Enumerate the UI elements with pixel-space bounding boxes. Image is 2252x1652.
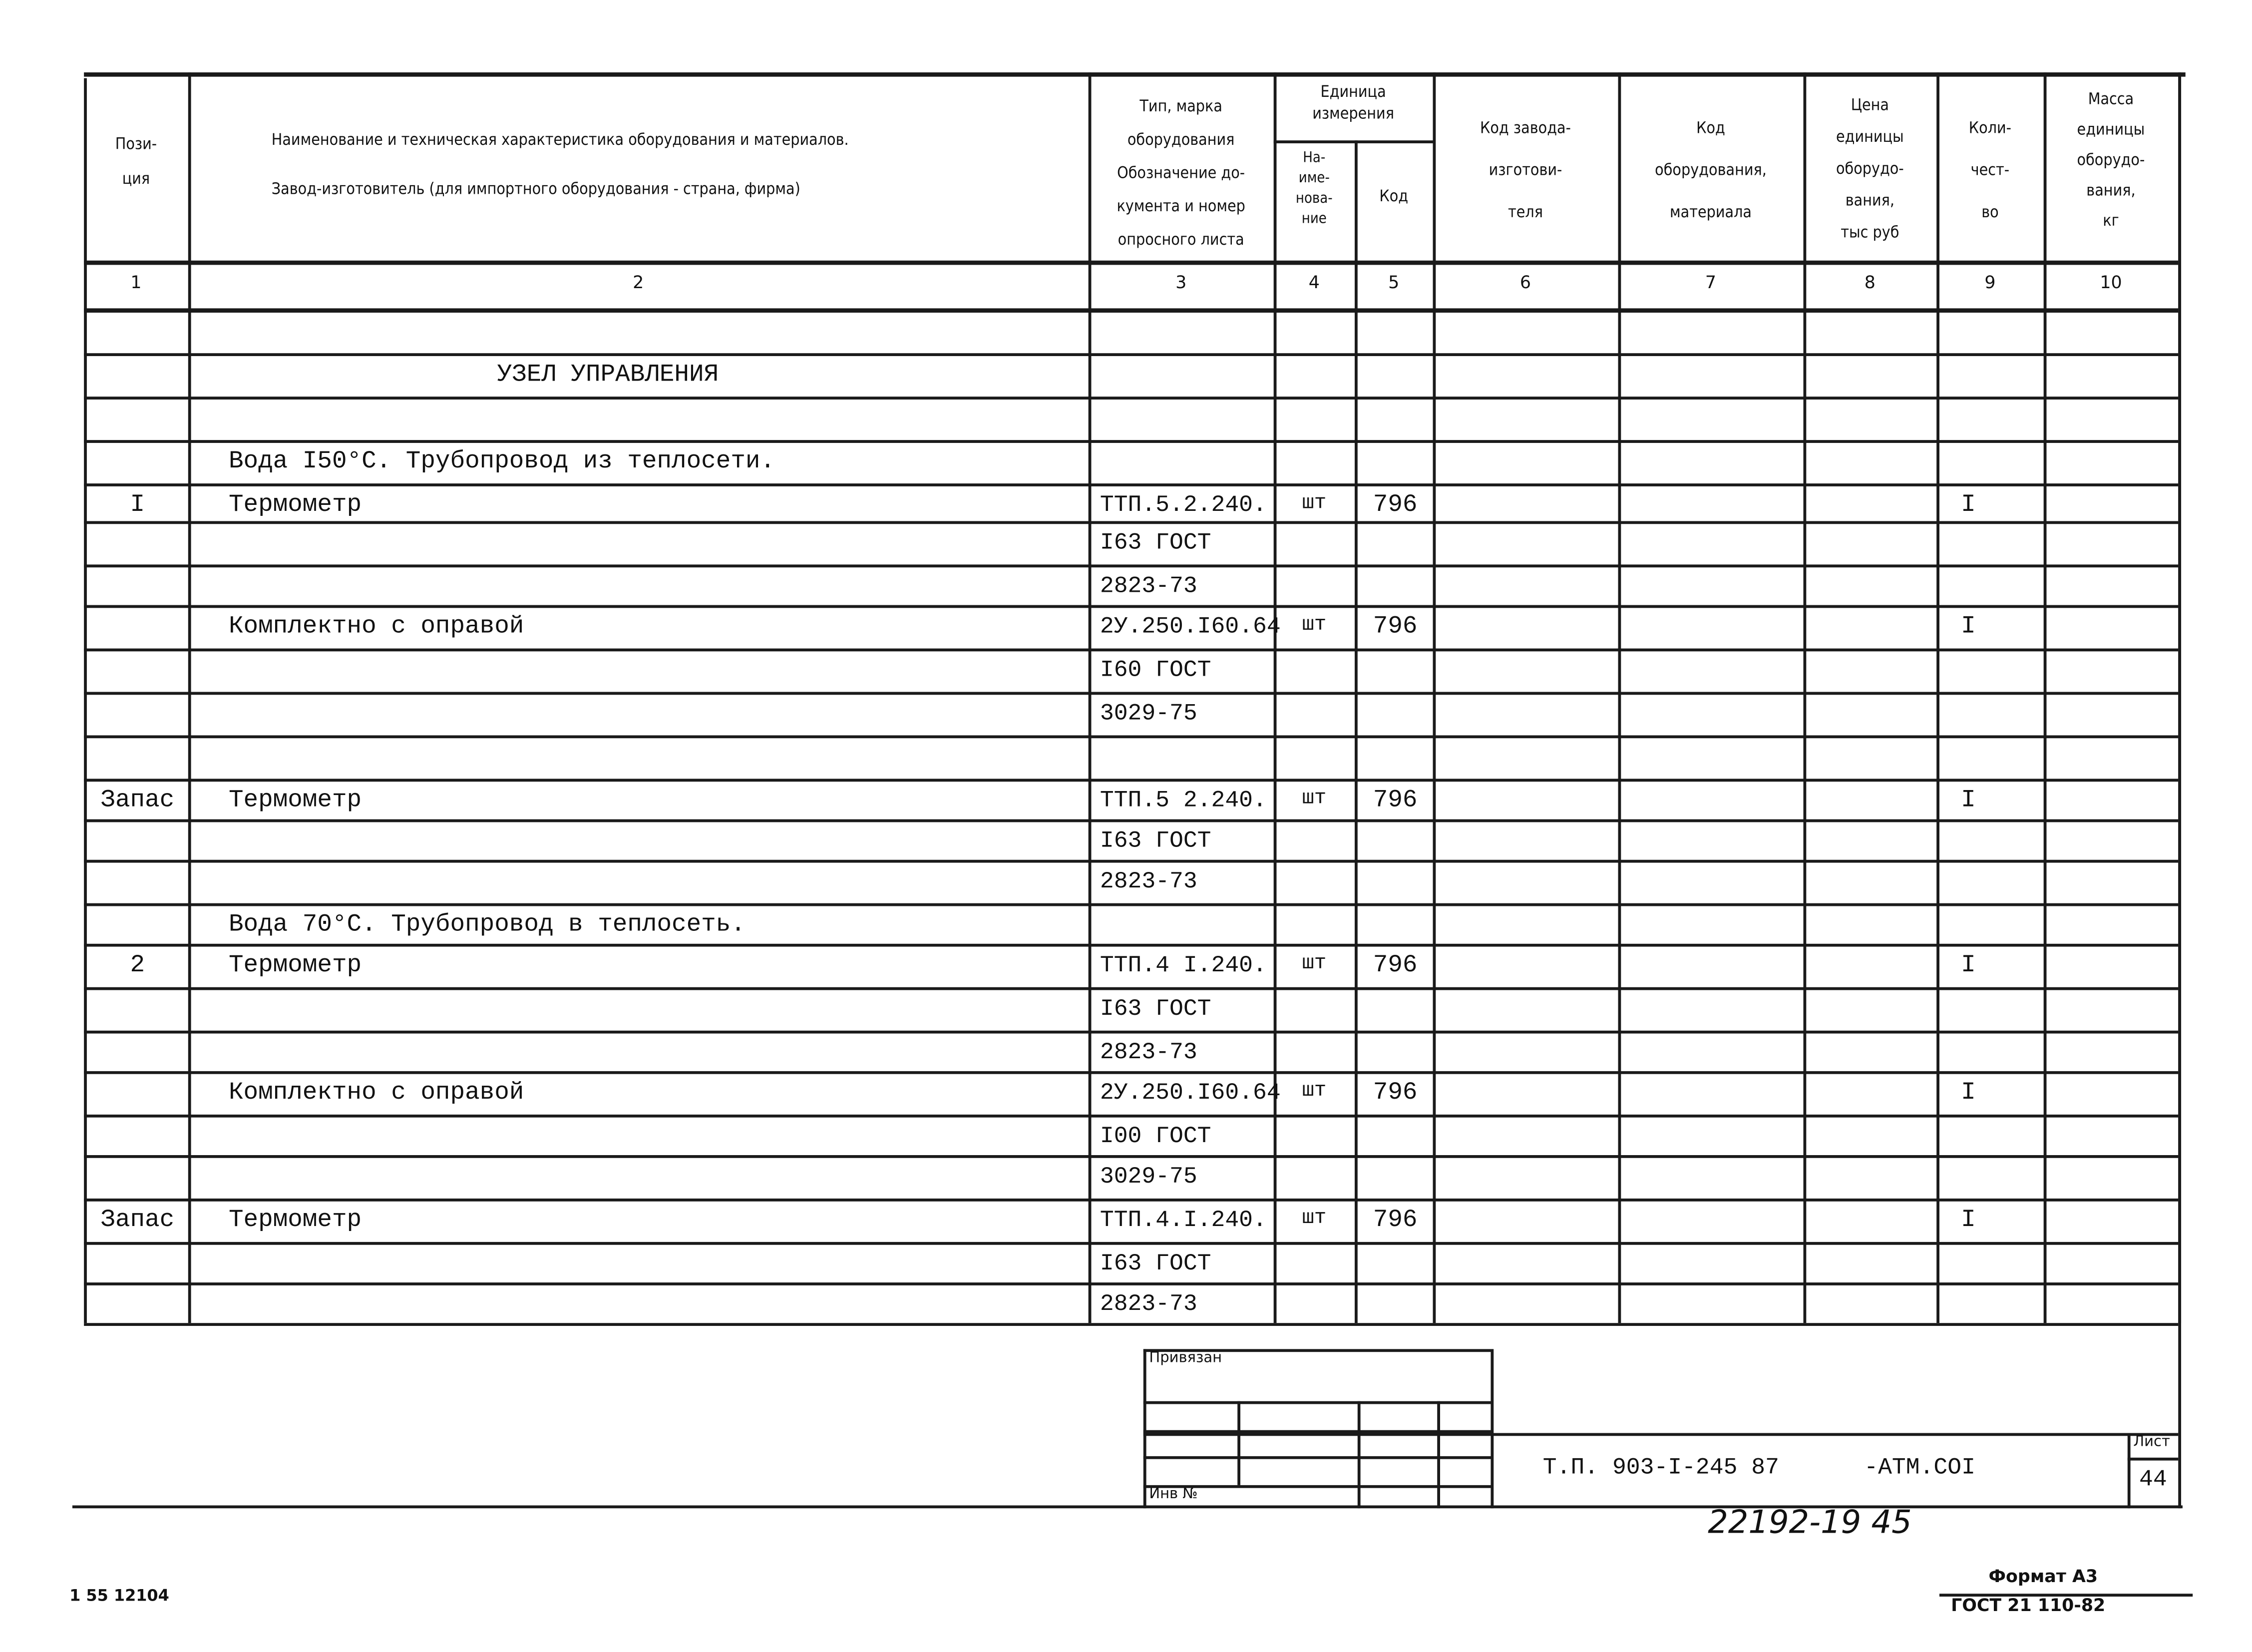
grid-line — [84, 261, 2178, 264]
quantity-cell: I — [1961, 492, 1976, 520]
grid-line — [84, 440, 2178, 442]
header-position: Пози- ция — [115, 134, 157, 188]
grid-line — [84, 779, 2178, 781]
grid-line — [1437, 1401, 1439, 1508]
type-cell: ТТП.4.I.240. — [1100, 1207, 1267, 1234]
grid-line — [84, 78, 86, 1323]
grid-line — [1804, 72, 1806, 1323]
header-manufacturer-code: Код завода- изготови- теля — [1480, 118, 1571, 222]
code-cell: 796 — [1373, 1080, 1418, 1108]
sheet-label: Лист — [2133, 1434, 2170, 1451]
unit-cell: шт — [1302, 492, 1327, 515]
grid-line — [84, 1115, 2178, 1117]
position-cell: 2 — [130, 952, 145, 980]
grid-line — [84, 1199, 2178, 1201]
grid-line — [188, 72, 190, 1323]
grid-line — [84, 1071, 2178, 1073]
header-name: Наименование и техническая характеристика оборудования и материалов. Завод-изготовитель (для импортного оборудования - страна, фирма) — [271, 130, 849, 199]
attached-label: Привязан — [1149, 1350, 1222, 1367]
grid-line — [1143, 1433, 2178, 1436]
header-mass: Масса единицы оборудо- вания, кг — [2077, 89, 2145, 230]
code-cell: 796 — [1373, 613, 1418, 642]
column-number: 8 — [1864, 272, 1876, 293]
grid-line — [84, 820, 2178, 822]
grid-line — [84, 308, 2178, 312]
column-number: 10 — [2100, 272, 2122, 293]
type-cell: I60 ГОСТ — [1100, 657, 1211, 684]
grid-line — [84, 1282, 2178, 1284]
grid-line — [1143, 1349, 1145, 1508]
grid-line — [84, 1323, 2178, 1326]
quantity-cell: I — [1961, 787, 1976, 815]
type-cell: ТТП.5.2.240. — [1100, 492, 1267, 518]
header-type: Тип, марка оборудования Обозначение до- кумента и номер опросного листа — [1117, 97, 1245, 249]
type-cell: I63 ГОСТ — [1100, 827, 1211, 854]
grid-line — [84, 564, 2178, 566]
header-quantity: Коли- чест- во — [1968, 118, 2012, 222]
unit-cell: шт — [1302, 1080, 1327, 1103]
type-cell: I63 ГОСТ — [1100, 1250, 1211, 1277]
grid-line — [84, 521, 2178, 523]
grid-line — [1618, 72, 1620, 1323]
type-cell: 2823-73 — [1100, 1291, 1197, 1317]
gost-label: ГОСТ 21 110-82 — [1951, 1595, 2106, 1616]
code-cell: 796 — [1373, 952, 1418, 980]
header-equipment-code: Код оборудования, материала — [1655, 118, 1767, 222]
grid-line — [84, 1242, 2178, 1244]
grid-line — [1355, 140, 1357, 1323]
position-cell: Запас — [100, 1207, 175, 1235]
name-cell: Вода I50°С. Трубопровод из теплосети. — [228, 448, 775, 476]
column-number: 3 — [1175, 272, 1187, 293]
grid-line — [1274, 140, 1433, 143]
document-suffix: -АТМ.СОI — [1864, 1454, 1975, 1481]
corner-code: 1 55 12104 — [69, 1586, 169, 1606]
unit-cell: шт — [1302, 613, 1327, 637]
type-cell: 2823-73 — [1100, 868, 1197, 895]
header-price: Цена единицы оборудо- вания, тыс руб — [1836, 95, 1904, 242]
code-cell: 796 — [1373, 1207, 1418, 1235]
column-number: 7 — [1705, 272, 1717, 293]
handwritten-number: 22192-19 45 — [1708, 1505, 1912, 1542]
grid-line — [1237, 1401, 1239, 1485]
type-cell: 2823-73 — [1100, 1039, 1197, 1066]
inventory-label: Инв № — [1149, 1486, 1198, 1503]
sheet-number: 44 — [2139, 1466, 2167, 1493]
grid-line — [2128, 1458, 2178, 1460]
quantity-cell: I — [1961, 613, 1976, 642]
column-number: 9 — [1984, 272, 1996, 293]
name-cell: Вода 70°С. Трубопровод в теплосеть. — [228, 912, 746, 940]
grid-line — [1491, 1349, 1493, 1508]
grid-line — [1358, 1401, 1360, 1508]
name-cell: Термометр — [228, 492, 362, 520]
grid-line — [84, 1155, 2178, 1157]
header-unit-group: Единица измерения — [1312, 82, 1394, 123]
name-cell: УЗЕЛ УПРАВЛЕНИЯ — [497, 362, 719, 390]
name-cell: Комплектно с оправой — [228, 1080, 524, 1108]
type-cell: 3029-75 — [1100, 700, 1197, 727]
grid-line — [84, 860, 2178, 862]
column-number: 2 — [633, 272, 644, 293]
type-cell: 3029-75 — [1100, 1164, 1197, 1190]
name-cell: Комплектно с оправой — [228, 613, 524, 642]
grid-line — [1433, 72, 1435, 1323]
type-cell: 2У.250.I60.64 — [1100, 1080, 1281, 1106]
grid-line — [84, 735, 2178, 737]
position-cell: Запас — [100, 787, 175, 815]
type-cell: I00 ГОСТ — [1100, 1123, 1211, 1150]
type-cell: I63 ГОСТ — [1100, 529, 1211, 556]
grid-line — [84, 353, 2178, 355]
column-number: 6 — [1519, 272, 1531, 293]
quantity-cell: I — [1961, 1207, 1976, 1235]
header-unit-code: Код — [1379, 186, 1409, 206]
type-cell: ТТП.4 I.240. — [1100, 952, 1267, 979]
format-label: Формат А3 — [1988, 1566, 2098, 1587]
column-number: 1 — [130, 272, 142, 293]
grid-line — [84, 692, 2178, 694]
code-cell: 796 — [1373, 787, 1418, 815]
grid-line — [84, 483, 2178, 485]
header-unit-name: На- име- нова- ние — [1295, 150, 1333, 228]
grid-line — [1936, 72, 1938, 1323]
grid-line — [1089, 72, 1091, 1323]
grid-line — [84, 72, 2186, 76]
type-cell: ТТП.5 2.240. — [1100, 787, 1267, 814]
quantity-cell: I — [1961, 952, 1976, 980]
grid-line — [84, 397, 2178, 399]
type-cell: I63 ГОСТ — [1100, 996, 1211, 1022]
type-cell: 2823-73 — [1100, 573, 1197, 599]
unit-cell: шт — [1302, 787, 1327, 811]
name-cell: Термометр — [228, 1207, 362, 1235]
column-number: 4 — [1308, 272, 1320, 293]
grid-line — [84, 649, 2178, 651]
grid-line — [84, 987, 2178, 989]
name-cell: Термометр — [228, 787, 362, 815]
type-cell: 2У.250.I60.64 — [1100, 613, 1281, 640]
grid-line — [2178, 72, 2180, 1508]
document-code: Т.П. 903-I-245 87 — [1542, 1454, 1779, 1481]
grid-line — [84, 1031, 2178, 1033]
position-cell: I — [130, 492, 145, 520]
unit-cell: шт — [1302, 952, 1327, 976]
unit-cell: шт — [1302, 1207, 1327, 1231]
code-cell: 796 — [1373, 492, 1418, 520]
column-number: 5 — [1388, 272, 1400, 293]
grid-line — [84, 944, 2178, 946]
grid-line — [84, 605, 2178, 607]
name-cell: Термометр — [228, 952, 362, 980]
quantity-cell: I — [1961, 1080, 1976, 1108]
grid-line — [84, 903, 2178, 905]
grid-line — [2128, 1433, 2130, 1509]
grid-line — [2044, 72, 2046, 1323]
